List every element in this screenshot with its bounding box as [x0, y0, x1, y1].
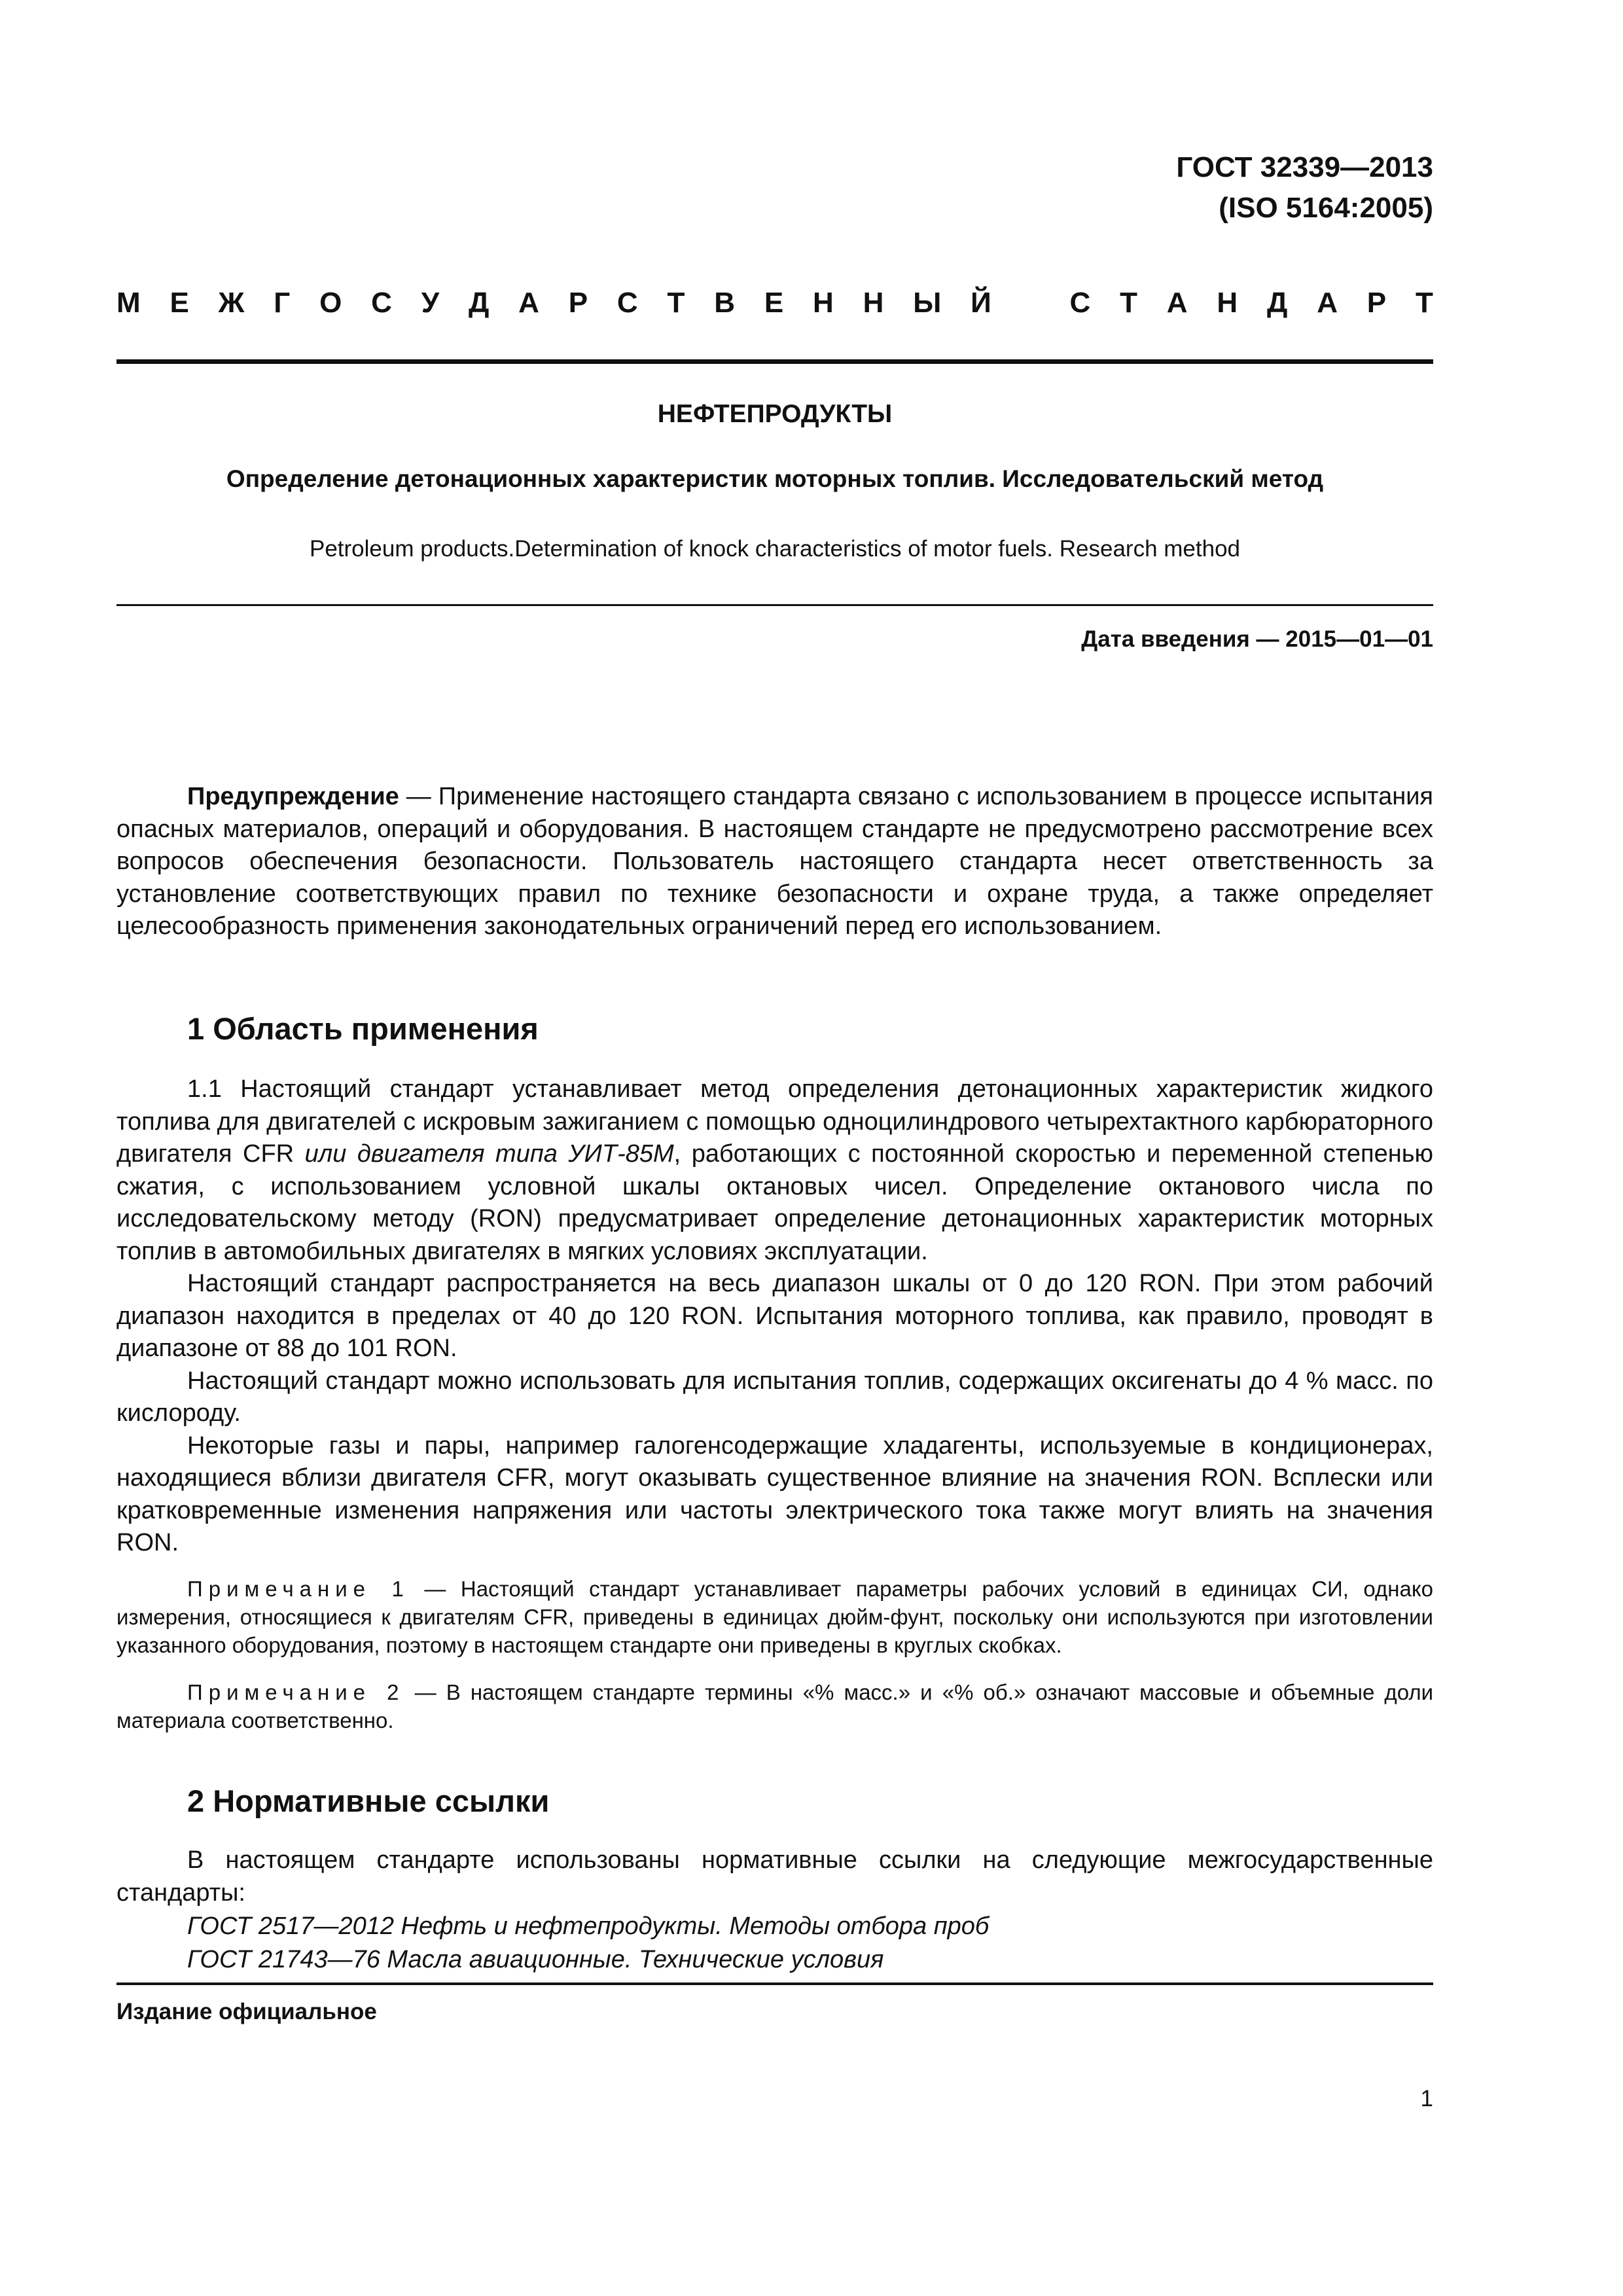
paragraph-interference: Некоторые газы и пары, например галогенсодержащие хладагенты, используемые в кондиционерах, находящиеся вблизи двигателя CFR, могут оказывать существенное влияние на значения RON. Всплески или кратковременные изменения напряжения или частоты электрического тока также могут влиять на значения RON.: [116, 1431, 1433, 1556]
english-title: Petroleum products.Determination of knock characteristics of motor fuels. Research method: [309, 536, 1240, 562]
heading-letter: А: [1317, 287, 1338, 319]
section-1-heading: 1 Область применения: [187, 1011, 539, 1046]
heading-letter: Т: [667, 287, 685, 319]
engine-alternative: или двигателя типа УИТ-85М: [304, 1140, 674, 1168]
heading-letter: С: [371, 287, 392, 319]
introduction-date: Дата введения — 2015—01—01: [1081, 626, 1433, 652]
standard-designation: [1176, 147, 1433, 228]
heading-letter: Ы: [913, 287, 942, 319]
note-1-label: Примечание 1: [187, 1577, 410, 1601]
warning-lead: Предупреждение: [187, 783, 399, 810]
iso-code: (ISO 5164:2005): [1219, 192, 1433, 224]
heading-letter: Е: [764, 287, 784, 319]
section-1-body: [116, 1073, 1433, 1560]
title-divider: [116, 604, 1433, 606]
standard-code: ГОСТ 32339—2013: [1176, 151, 1433, 183]
heading-letter: Р: [568, 287, 588, 319]
document-subtitle: Определение детонационных характеристик моторных топлив. Исследовательский метод: [226, 465, 1324, 492]
note-2-label: Примечание 2: [187, 1680, 405, 1704]
heading-letter: М: [116, 287, 141, 319]
heading-letter: Т: [1415, 287, 1433, 319]
paragraph-range: Настоящий стандарт распространяется на весь диапазон шкалы от 0 до 120 RON. При этом рабочий диапазон находится в пределах от 40 до 120 RON. Испытания моторного топлива, как правило, проводят в диапазоне от 88 до 101 RON.: [116, 1270, 1433, 1362]
heading-letter: У: [421, 287, 440, 319]
heading-letter: Н: [863, 287, 884, 319]
heading-gap: [1021, 287, 1041, 319]
paragraph-oxygenates: Настоящий стандарт можно использовать для испытания топлив, содержащих оксигенаты до 4 % масс. по кислороду.: [116, 1367, 1433, 1427]
interstate-standard-heading: [116, 287, 1433, 319]
heading-letter: О: [319, 287, 342, 319]
heading-letter: А: [1166, 287, 1188, 319]
heading-letter: В: [714, 287, 736, 319]
heading-letter: Е: [169, 287, 189, 319]
heading-letter: Д: [468, 287, 490, 319]
note-2: [116, 1678, 1433, 1734]
normative-references-list: [187, 1910, 989, 1977]
page-number: 1: [1420, 2086, 1433, 2111]
note-1: [116, 1575, 1433, 1659]
heading-letter: Т: [1120, 287, 1137, 319]
official-edition-label: Издание официальное: [116, 1999, 377, 2024]
heading-letter: С: [1069, 287, 1091, 319]
heading-letter: Й: [971, 287, 991, 319]
reference-item: ГОСТ 2517—2012 Нефть и нефтепродукты. Методы отбора проб: [187, 1912, 990, 1940]
section-2-heading: 2 Нормативные ссылки: [187, 1784, 550, 1818]
heading-letter: Н: [1217, 287, 1238, 319]
note-1-text: — Настоящий стандарт устанавливает параметры рабочих условий в единицах СИ, однако измерения, относящиеся к двигателям CFR, приведены в единицах дюйм-фунт, поскольку они используются при изготовлении указанного оборудования, поэтому в настоящем стандарте они приведены в круглых скобках.: [116, 1577, 1434, 1657]
header-divider: [116, 359, 1433, 364]
reference-item: ГОСТ 21743—76 Масла авиационные. Технические условия: [187, 1946, 884, 1973]
document-title: НЕФТЕПРОДУКТЫ: [657, 400, 893, 428]
heading-letter: А: [518, 287, 539, 319]
footer-divider: [116, 1982, 1433, 1985]
paragraph-1-1: 1.1 Настоящий стандарт устанавливает метод определения детонационных характеристик жидкого топлива для двигателей с искровым зажиганием с помощью одноцилиндрового четырехтактного карбюраторного двигателя CFR или двигателя типа УИТ-85М, работающих с постоянной скоростью и переменной степенью сжатия, с использованием условной шкалы октановых чисел. Определение октанового числа по исследовательскому методу (RON) предусматривает определение детонационных характеристик моторных топлив в автомобильных двигателях в мягких условиях эксплуатации.: [116, 1075, 1433, 1265]
heading-letter: Д: [1267, 287, 1288, 319]
heading-letter: Г: [274, 287, 291, 319]
heading-letter: Н: [813, 287, 834, 319]
note-2-text: — В настоящем стандарте термины «% масс.» и «% об.» означают массовые и объемные доли материала соответственно.: [116, 1680, 1434, 1732]
warning-text: — Применение настоящего стандарта связано с использованием в процессе испытания опасных материалов, операций и оборудования. В настоящем стандарте не предусмотрено рассмотрение всех вопросов обеспечения безопасности. Пользователь настоящего стандарта несет ответственность за установление соответствующих правил по технике безопасности и охране труда, а также определяет целесообразность применения законодательных ограничений перед его использованием.: [116, 783, 1433, 940]
section-2-intro: В настоящем стандарте использованы нормативные ссылки на следующие межгосударственные стандарты:: [116, 1846, 1433, 1907]
heading-letter: С: [616, 287, 638, 319]
heading-letter: Ж: [218, 287, 245, 319]
heading-letter: Р: [1366, 287, 1387, 319]
warning-paragraph: [116, 781, 1433, 943]
